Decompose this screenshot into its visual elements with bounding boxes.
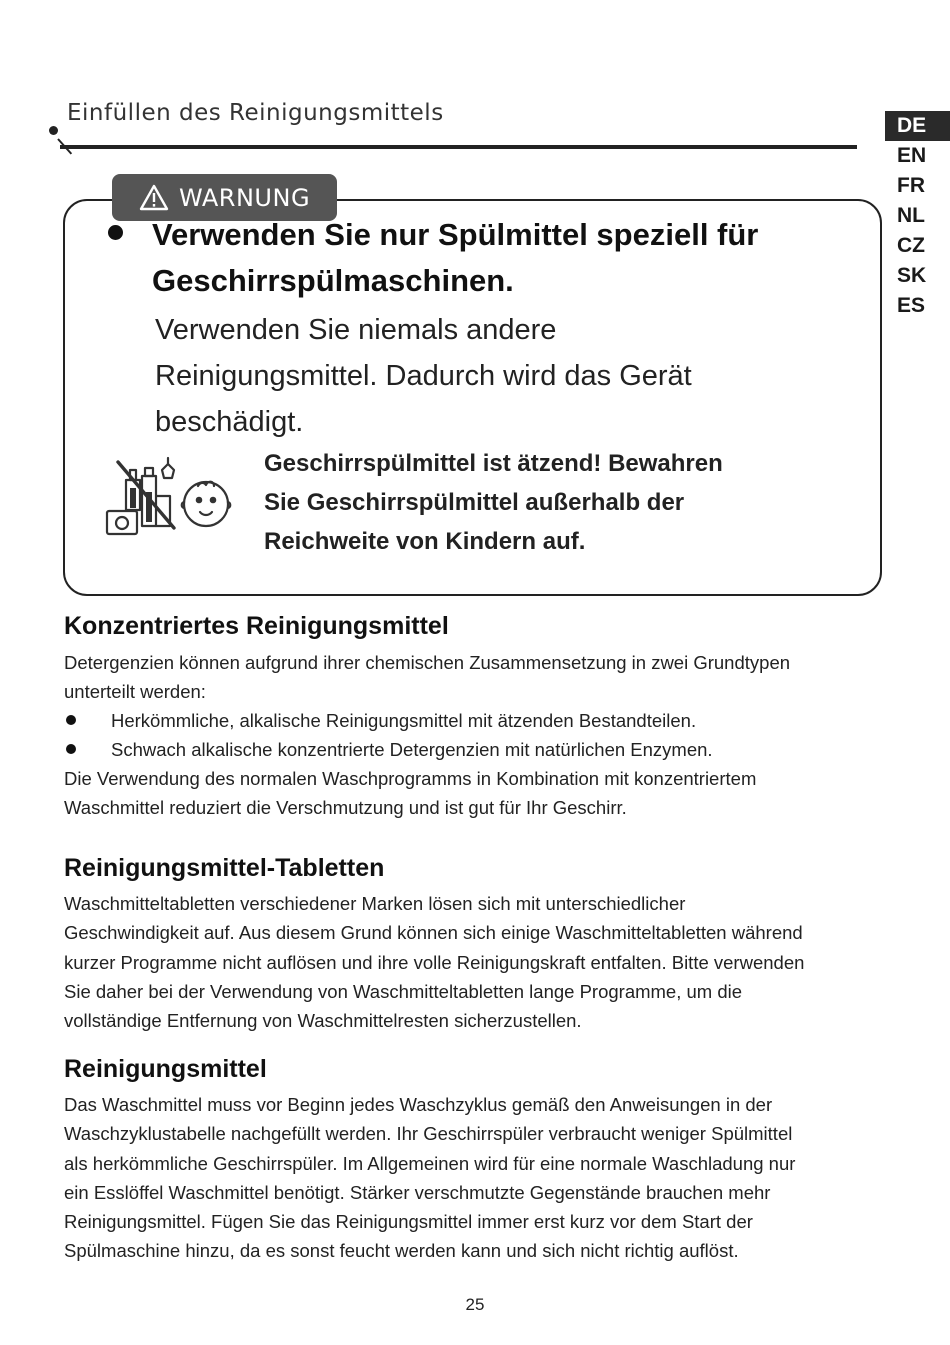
list-item-text: Schwach alkalische konzentrierte Detergenzien mit natürlichen Enzymen. (111, 739, 713, 760)
warning-triangle-icon (139, 184, 169, 211)
warning-body (155, 307, 855, 445)
paragraph-line: unterteilt werden: (64, 681, 206, 703)
header-rule (60, 145, 857, 149)
paragraph-line: ein Esslöffel Waschmittel benötigt. Stärker verschmutzte Gegenstände brauchen mehr (64, 1181, 771, 1203)
warning-children-notice (264, 444, 864, 561)
language-tab-es: ES (897, 294, 926, 317)
warning-body-line: Verwenden Sie niemals andere (155, 314, 557, 346)
bullet-dot (66, 715, 76, 725)
heading-concentrated-detergent: Konzentriertes Reinigungsmittel (64, 612, 449, 640)
language-tab-en: EN (897, 144, 927, 167)
paragraph-line: Sie daher bei der Verwendung von Waschmitteltabletten lange Programme, um die (64, 980, 743, 1002)
paragraph-line: Waschmitteltabletten verschiedener Marken lösen sich mit unterschiedlicher (64, 893, 686, 914)
paragraph-line: Waschmittel reduziert die Verschmutzung und ist gut für Ihr Geschirr. (64, 797, 627, 819)
paragraph-line: Die Verwendung des normalen Waschprogramms in Kombination mit konzentriertem (64, 768, 757, 789)
warning-label: WARNUNG (178, 183, 311, 212)
paragraph-line: Das Waschmittel muss vor Beginn jedes Waschzyklus gemäß den Anweisungen in der (64, 1094, 773, 1115)
paragraph-tablets (64, 889, 884, 1035)
paragraph-line: vollständige Entfernung von Waschmittelresten sicherzustellen. (64, 1010, 582, 1032)
paragraph-line: Waschzyklustabelle nachgefüllt werden. Ihr Geschirrspüler verbraucht weniger Spülmittel (64, 1123, 793, 1145)
paragraph-line: Geschwindigkeit auf. Aus diesem Grund können sich einige Waschmitteltabletten während (64, 922, 803, 944)
warning-heading-line: Verwenden Sie nur Spülmittel speziell für (152, 217, 759, 252)
page-number: 25 (465, 1295, 485, 1314)
header-dot (49, 126, 58, 135)
language-tab-cz: CZ (897, 234, 925, 257)
paragraph-detergent (64, 1090, 884, 1266)
heading-detergent-tablets: Reinigungsmittel-Tabletten (64, 854, 385, 882)
paragraph-concentrated-outro (64, 764, 884, 823)
bullet-dot (66, 744, 76, 754)
warning-children-line: Sie Geschirrspülmittel außerhalb der (264, 489, 685, 516)
warning-children-line: Geschirrspülmittel ist ätzend! Bewahren (264, 450, 723, 477)
language-index (885, 111, 950, 321)
paragraph-line: Spülmaschine hinzu, da es sonst feucht werden kann und sich nicht richtig auflöst. (64, 1240, 739, 1262)
keep-away-from-children-icon (104, 456, 232, 540)
warning-children-line: Reichweite von Kindern auf. (264, 528, 586, 555)
warning-heading-line: Geschirrspülmaschinen. (152, 263, 514, 298)
heading-detergent: Reinigungsmittel (64, 1055, 267, 1083)
list-item-text: Herkömmliche, alkalische Reinigungsmittel mit ätzenden Bestandteilen. (111, 710, 697, 731)
warning-body-line: Reinigungsmittel. Dadurch wird das Gerät (155, 360, 692, 392)
warning-bullet (108, 225, 123, 240)
section-title: Einfüllen des Reinigungsmittels (67, 100, 444, 126)
language-tab-de: DE (885, 111, 950, 141)
paragraph-line: kurzer Programme nicht auflösen und ihre volle Reinigungskraft entfalten. Bitte verwenden (64, 951, 805, 973)
warning-heading (152, 212, 852, 304)
language-tab-fr: FR (897, 174, 925, 197)
paragraph-concentrated-intro (64, 648, 884, 707)
language-tab-sk: SK (897, 264, 927, 287)
paragraph-line: als herkömmliche Geschirrspüler. Im Allgemeinen wird für eine normale Waschladung nur (64, 1152, 796, 1174)
paragraph-line: Detergenzien können aufgrund ihrer chemischen Zusammensetzung in zwei Grundtypen (64, 652, 791, 673)
paragraph-line: Reinigungsmittel. Fügen Sie das Reinigungsmittel immer erst kurz vor dem Start der (64, 1211, 753, 1233)
language-tab-nl: NL (897, 204, 925, 227)
warning-body-line: beschädigt. (155, 406, 304, 438)
